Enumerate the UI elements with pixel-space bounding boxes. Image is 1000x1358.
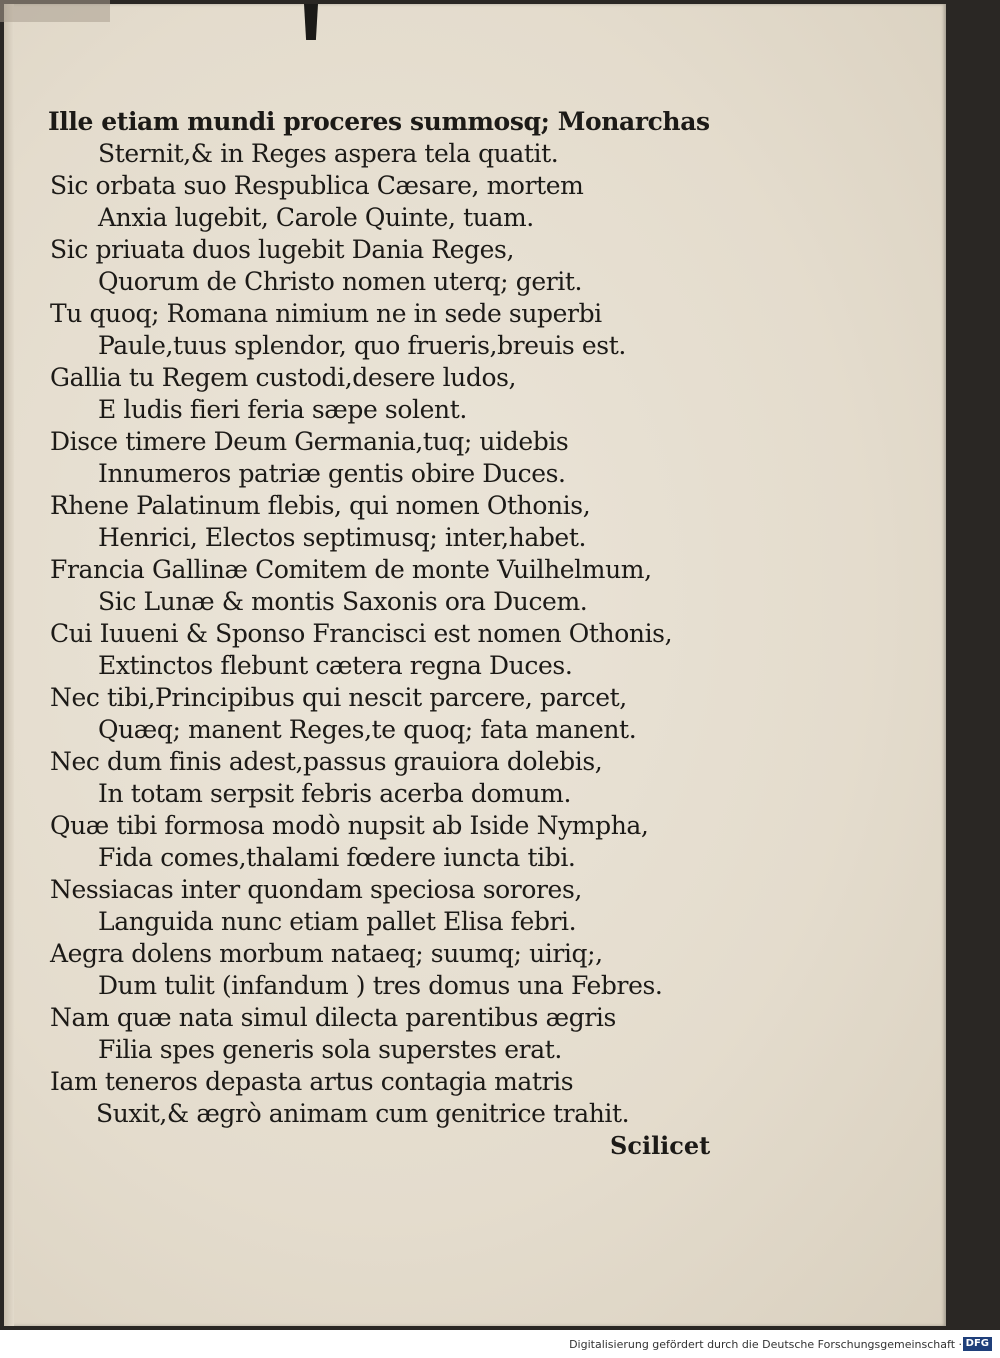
poem-line: Paule,tuus splendor, quo frueris,breuis est.: [98, 331, 626, 360]
poem-line: Languida nunc etiam pallet Elisa febri.: [98, 907, 577, 936]
poem-line: Filia spes generis sola superstes erat.: [98, 1035, 562, 1064]
catchword: Scilicet: [610, 1131, 711, 1160]
poem-line: E ludis fieri feria sæpe solent.: [98, 395, 467, 424]
poem-line: Gallia tu Regem custodi,desere ludos,: [50, 363, 517, 392]
poem-line: Aegra dolens morbum nataeq; suumq; uiriq;,: [50, 939, 603, 968]
poem-line: Francia Gallinæ Comitem de monte Vuilhelmum,: [50, 555, 652, 584]
poem-line: Quæq; manent Reges,te quoq; fata manent.: [98, 715, 637, 744]
funding-credit: Digitalisierung gefördert durch die Deutsche Forschungsgemeinschaft ·: [569, 1338, 962, 1351]
poem-line: Suxit,& ægrò animam cum genitrice trahit.: [96, 1099, 630, 1128]
poem-line: In totam serpsit febris acerba domum.: [98, 779, 572, 808]
poem-line: Ille etiam mundi proceres summosq; Monarchas: [48, 107, 710, 136]
poem-line: Nec dum finis adest,passus grauiora dolebis,: [50, 747, 603, 776]
poem-line: Henrici, Electos septimusq; inter,habet.: [98, 523, 587, 552]
poem-line: Cui Iuueni & Sponso Francisci est nomen Othonis,: [50, 619, 673, 648]
poem-line: Disce timere Deum Germania,tuq; uidebis: [50, 427, 569, 456]
poem-line: Nessiacas inter quondam speciosa sorores,: [50, 875, 582, 904]
poem-line: Tu quoq; Romana nimium ne in sede superbi: [50, 299, 602, 328]
dfg-logo[interactable]: DFG: [963, 1337, 992, 1351]
poem-line: Quæ tibi formosa modò nupsit ab Iside Nympha,: [50, 811, 649, 840]
poem-line: Innumeros patriæ gentis obire Duces.: [98, 459, 566, 488]
poem-line: Extinctos flebunt cætera regna Duces.: [98, 651, 573, 680]
poem-line: Sternit,& in Reges aspera tela quatit.: [98, 139, 559, 168]
poem-line: Nec tibi,Principibus qui nescit parcere, parcet,: [50, 683, 627, 712]
poem-line: Iam teneros depasta artus contagia matris: [50, 1067, 574, 1096]
poem-line: Sic orbata suo Respublica Cæsare, mortem: [50, 171, 584, 200]
poem-line: Dum tulit (infandum ) tres domus una Febres.: [98, 971, 663, 1000]
poem-line: Sic priuata duos lugebit Dania Reges,: [50, 235, 515, 264]
poem-line: Rhene Palatinum flebis, qui nomen Othonis,: [50, 491, 591, 520]
poem-line: Quorum de Christo nomen uterq; gerit.: [98, 267, 583, 296]
poem-line: Fida comes,thalami fœdere iuncta tibi.: [98, 843, 576, 872]
poem-line: Sic Lunæ & montis Saxonis ora Ducem.: [98, 587, 588, 616]
poem-line: Anxia lugebit, Carole Quinte, tuam.: [98, 203, 534, 232]
poem-line: Nam quæ nata simul dilecta parentibus ægris: [50, 1003, 616, 1032]
